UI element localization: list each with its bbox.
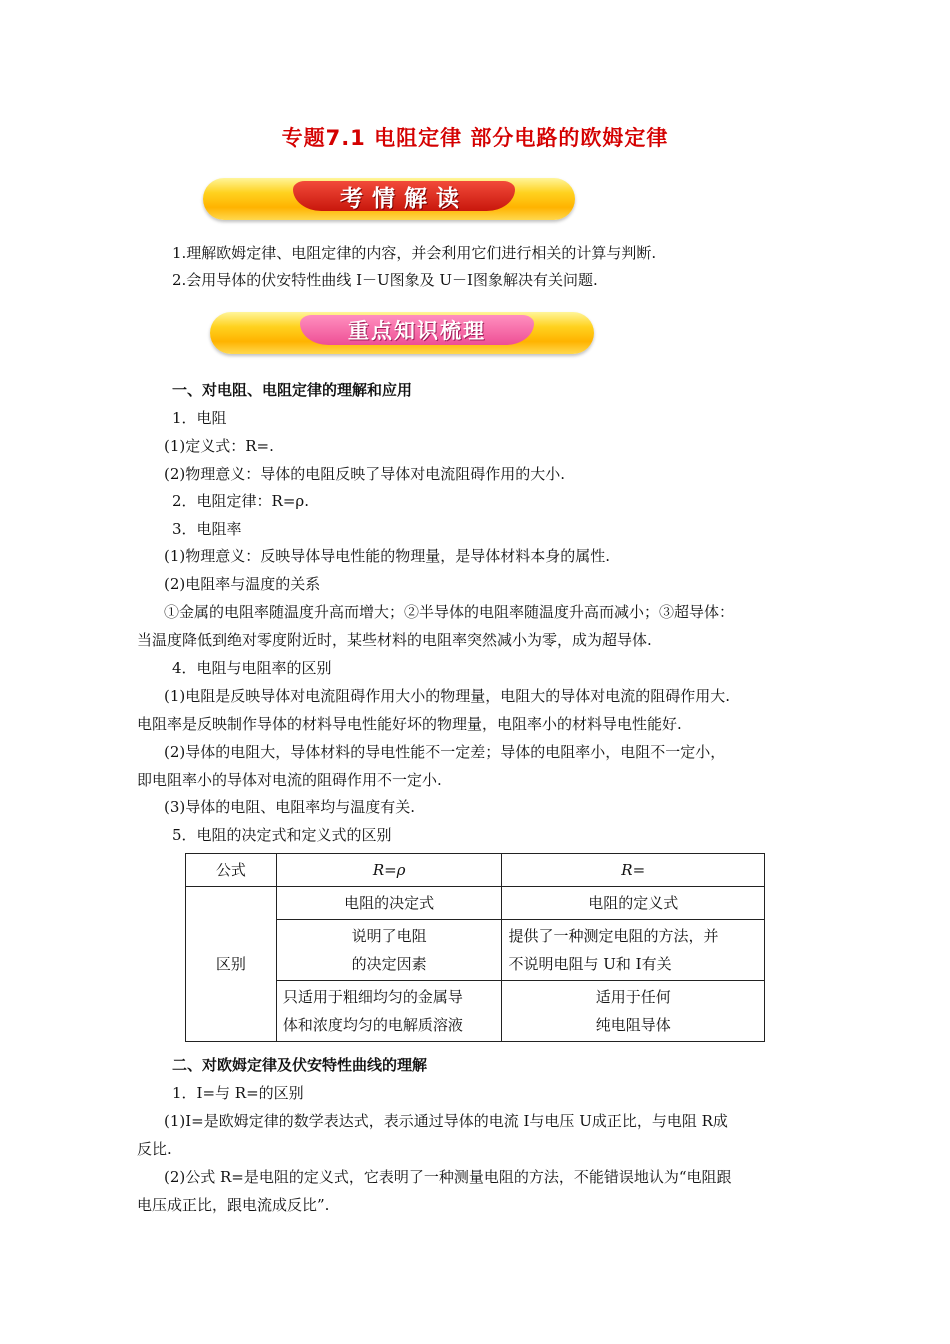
table-cell [276, 920, 502, 981]
text-line: 反比. [137, 1140, 172, 1158]
exam-analysis-banner-label: 考情解读 [293, 181, 515, 211]
text-line: (1)I=是欧姆定律的数学表达式，表示通过导体的电流 I与电压 U成正比，与电阻 R成 [164, 1112, 728, 1130]
text-line: 电压成正比，跟电流成反比”. [137, 1196, 330, 1214]
key-points-banner [210, 312, 594, 354]
text-line: (2)公式 R=是电阻的定义式，它表明了一种测量电阻的方法，不能错误地认为“电阻跟 [164, 1168, 732, 1186]
table-cell-line: 不说明电阻与 U和 I有关 [508, 955, 672, 973]
table-header-decisive: R=ρ [276, 854, 502, 887]
objective-2: 2.会用导体的伏安特性曲线 I－U图象及 U－I图象解决有关问题. [172, 271, 598, 289]
text-line: 1．电阻 [172, 409, 227, 427]
text-line: 3．电阻率 [172, 520, 242, 538]
table-cell-line: 适用于任何 [595, 988, 671, 1006]
section-heading-2: 二、对欧姆定律及伏安特性曲线的理解 [172, 1056, 428, 1074]
text-line: (1)电阻是反映导体对电流阻碍作用大小的物理量，电阻大的导体对电流的阻碍作用大. [164, 687, 731, 705]
text-line: (1)定义式：R=. [164, 437, 274, 455]
table-cell-line: 纯电阻导体 [595, 1016, 671, 1034]
text-line: 1．I=与 R=的区别 [172, 1084, 304, 1102]
table-cell [502, 981, 765, 1042]
page-title: 专题7.1 电阻定律 部分电路的欧姆定律 [281, 126, 669, 150]
text-line: 4．电阻与电阻率的区别 [172, 659, 332, 677]
text-line: (2)电阻率与温度的关系 [164, 575, 321, 593]
text-line: 2．电阻定律：R=ρ. [172, 492, 309, 510]
table-cell-line: 的决定因素 [351, 955, 427, 973]
text-line: ①金属的电阻率随温度升高而增大；②半导体的电阻率随温度升高而减小；③超导体： [164, 603, 735, 621]
text-line: 电阻率是反映制作导体的材料导电性能好坏的物理量，电阻率小的材料导电性能好. [137, 715, 682, 733]
table-cell-line: 只适用于粗细均匀的金属导 [282, 988, 463, 1006]
text-line: 5．电阻的决定式和定义式的区别 [172, 826, 392, 844]
text-line: 即电阻率小的导体对电流的阻碍作用不一定小. [137, 771, 442, 789]
text-line: (2)导体的电阻大，导体材料的导电性能不一定差；导体的电阻率小，电阻不一定小， [164, 743, 726, 761]
key-points-banner-label: 重点知识梳理 [300, 315, 534, 345]
exam-analysis-banner [203, 178, 575, 220]
table-cell-line: 提供了一种测定电阻的方法，并 [508, 927, 719, 945]
table-cell: 电阻的定义式 [502, 887, 765, 920]
table-header-definition: R= [502, 854, 765, 887]
table-header-formula: 公式 [186, 854, 277, 887]
text-line: (2)物理意义：导体的电阻反映了导体对电流阻碍作用的大小. [164, 465, 566, 483]
table-cell-line: 说明了电阻 [351, 927, 427, 945]
table-row-label: 区别 [186, 887, 277, 1042]
objective-1: 1.理解欧姆定律、电阻定律的内容，并会利用它们进行相关的计算与判断. [172, 244, 657, 262]
table-cell [276, 981, 502, 1042]
table-cell [502, 920, 765, 981]
table-cell-line: 体和浓度均匀的电解质溶液 [282, 1016, 463, 1034]
text-line: (3)导体的电阻、电阻率均与温度有关. [164, 798, 416, 816]
text-line: (1)物理意义：反映导体导电性能的物理量，是导体材料本身的属性. [164, 547, 611, 565]
comparison-table [185, 853, 765, 1042]
section-heading-1: 一、对电阻、电阻定律的理解和应用 [172, 381, 413, 399]
table-cell: 电阻的决定式 [276, 887, 502, 920]
text-line: 当温度降低到绝对零度附近时，某些材料的电阻率突然减小为零，成为超导体. [137, 631, 652, 649]
